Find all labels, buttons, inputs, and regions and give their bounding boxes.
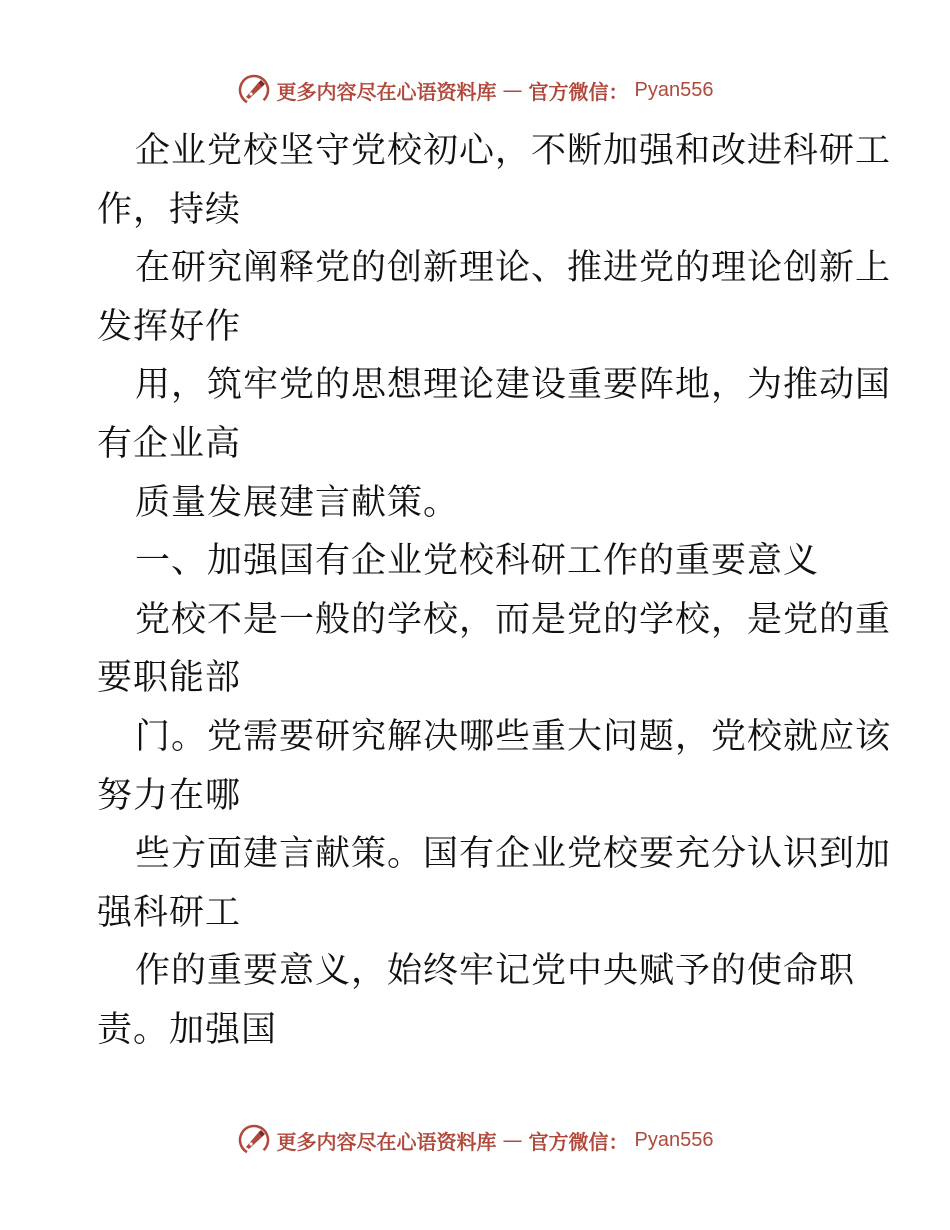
banner-contact-label: 官方微信： xyxy=(528,1129,629,1154)
header-banner xyxy=(0,70,950,110)
banner-contact-id: Pyan556 xyxy=(634,78,714,101)
body-text-line: 门。党需要研究解决哪些重大问题，党校就应该 xyxy=(135,716,892,757)
body-text-line: 责。加强国 xyxy=(97,1009,278,1050)
body-text-line: 企业党校坚守党校初心，不断加强和改进科研工 xyxy=(135,131,892,171)
body-text-line: 党校不是一般的学校，而是党的学校，是党的重 xyxy=(135,599,892,640)
body-text-line: 用，筑牢党的思想理论建设重要阵地，为推动国 xyxy=(135,365,892,406)
body-text-line: 质量发展建言献策。 xyxy=(135,482,460,523)
body-text-line: 有企业高 xyxy=(97,423,242,464)
document-body xyxy=(97,122,892,1060)
banner-contact-label: 官方微信： xyxy=(528,79,629,104)
body-text-line: 在研究阐释党的创新理论、推进党的理论创新上 xyxy=(135,248,892,289)
body-text-line: 要职能部 xyxy=(97,658,242,699)
banner-contact-id: Pyan556 xyxy=(634,1128,714,1151)
body-text-line: 作的重要意义，始终牢记党中央赋予的使命职 xyxy=(135,951,856,992)
pen-nib-logo-icon xyxy=(237,73,271,107)
banner-site-text: 更多内容尽在心语资料库 xyxy=(276,79,497,104)
banner-separator: — xyxy=(502,1128,523,1152)
footer-banner xyxy=(0,1120,950,1160)
body-text-line: 努力在哪 xyxy=(97,775,242,816)
body-text-line: 些方面建言献策。国有企业党校要充分认识到加 xyxy=(135,834,892,875)
body-text-line: 发挥好作 xyxy=(97,306,242,347)
body-text-line: 作，持续 xyxy=(97,189,242,230)
body-text-line: 一、加强国有企业党校科研工作的重要意义 xyxy=(135,541,820,582)
body-text-line: 强科研工 xyxy=(97,892,242,933)
banner-separator: — xyxy=(502,78,523,102)
banner-site-text: 更多内容尽在心语资料库 xyxy=(276,1129,497,1154)
pen-nib-logo-icon xyxy=(237,1123,271,1157)
